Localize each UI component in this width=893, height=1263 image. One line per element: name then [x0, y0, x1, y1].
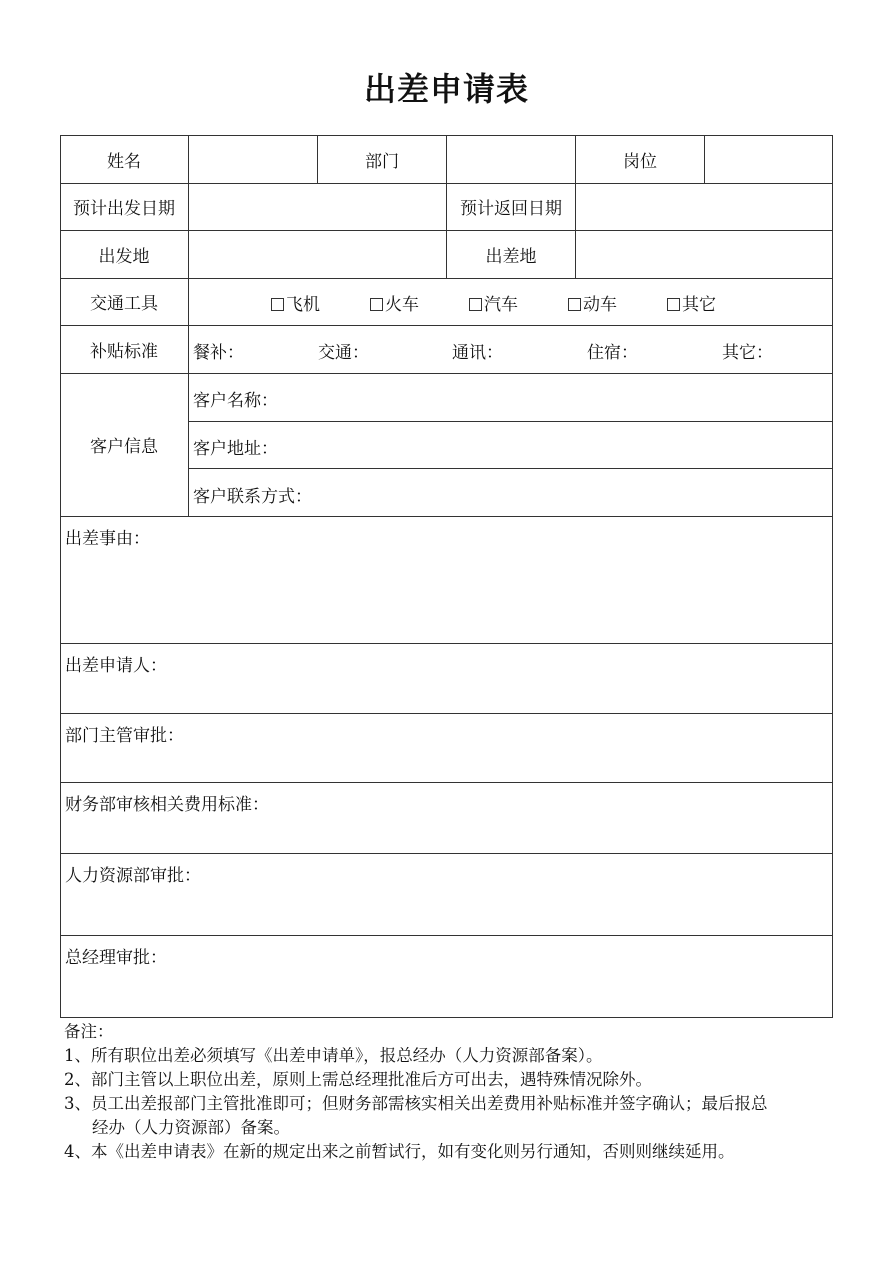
- position-label: 岗位: [623, 151, 657, 172]
- checkbox-icon: [469, 298, 482, 311]
- gm-approval-field[interactable]: 总经理审批：: [65, 948, 167, 968]
- row-divider: [60, 713, 833, 714]
- transport-option-label: 飞机: [286, 295, 320, 315]
- client-info-label: 客户信息: [90, 437, 158, 457]
- note-item: 1、所有职位出差必须填写《出差申请单》，报总经办（人力资源部备案）。: [64, 1046, 603, 1065]
- row-divider: [60, 853, 833, 854]
- allowance-lodging[interactable]: 住宿：: [587, 343, 638, 363]
- row-divider: [60, 935, 833, 936]
- allowance-meal[interactable]: 餐补：: [193, 343, 244, 363]
- origin-label: 出发地: [98, 246, 150, 267]
- finance-review-field[interactable]: 财务部审核相关费用标准：: [65, 795, 269, 815]
- row-divider: [188, 421, 833, 422]
- transport-option-other[interactable]: [667, 290, 716, 315]
- origin-field[interactable]: [189, 231, 446, 278]
- notes-section: [64, 1020, 839, 1164]
- transport-option-label: 其它: [682, 295, 716, 315]
- client-address-field[interactable]: 客户地址：: [193, 439, 278, 459]
- row-divider: [60, 643, 833, 644]
- transport-label: 交通工具: [90, 294, 158, 314]
- notes-heading: 备注：: [64, 1022, 114, 1041]
- depart-date-label: 预计出发日期: [73, 199, 175, 219]
- note-item: 4、本《出差申请表》在新的规定出来之前暂试行，如有变化则另行通知，否则则继续延用。: [64, 1142, 735, 1161]
- transport-option-label: 火车: [385, 295, 419, 315]
- hr-approval-field[interactable]: 人力资源部审批：: [65, 866, 201, 886]
- client-contact-field[interactable]: 客户联系方式：: [193, 487, 312, 507]
- depart-date-field[interactable]: [189, 184, 446, 230]
- client-name-field[interactable]: 客户名称：: [193, 391, 278, 411]
- row-divider: [60, 516, 833, 517]
- note-item-continued: 经办（人力资源部）备案。: [92, 1118, 290, 1137]
- checkbox-icon: [370, 298, 383, 311]
- return-date-field[interactable]: [576, 184, 832, 230]
- page-title: 出差申请表: [363, 70, 529, 108]
- destination-label: 出差地: [485, 246, 537, 267]
- trip-reason-field[interactable]: 出差事由：: [65, 529, 150, 549]
- transport-option-train[interactable]: [370, 290, 419, 315]
- allowance-transport[interactable]: 交通：: [318, 343, 369, 363]
- note-item: 2、部门主管以上职位出差，原则上需总经理批准后方可出去，遇特殊情况除外。: [64, 1070, 652, 1089]
- name-field[interactable]: [189, 136, 317, 183]
- department-field[interactable]: [447, 136, 575, 183]
- transport-option-plane[interactable]: [271, 290, 320, 315]
- applicant-field[interactable]: 出差申请人：: [65, 656, 167, 676]
- transport-option-label: 汽车: [484, 295, 518, 315]
- note-item: 3、员工出差报部门主管批准即可；但财务部需核实相关出差费用补贴标准并签字确认；最后报总: [64, 1094, 768, 1113]
- transport-option-label: 动车: [583, 295, 617, 315]
- return-date-label: 预计返回日期: [460, 199, 562, 219]
- allowance-label: 补贴标准: [90, 341, 158, 362]
- checkbox-icon: [271, 298, 284, 311]
- allowance-other[interactable]: 其它：: [722, 343, 773, 363]
- allowance-communication[interactable]: 通讯：: [452, 343, 503, 363]
- checkbox-icon: [667, 298, 680, 311]
- transport-option-bullet-train[interactable]: [568, 290, 617, 315]
- row-divider: [60, 782, 833, 783]
- destination-field[interactable]: [576, 231, 832, 278]
- transport-option-bus[interactable]: [469, 290, 518, 315]
- dept-manager-approval-field[interactable]: 部门主管审批：: [65, 726, 184, 746]
- name-label: 姓名: [107, 151, 141, 172]
- position-field[interactable]: [705, 136, 832, 183]
- department-label: 部门: [365, 151, 399, 172]
- checkbox-icon: [568, 298, 581, 311]
- row-divider: [188, 468, 833, 469]
